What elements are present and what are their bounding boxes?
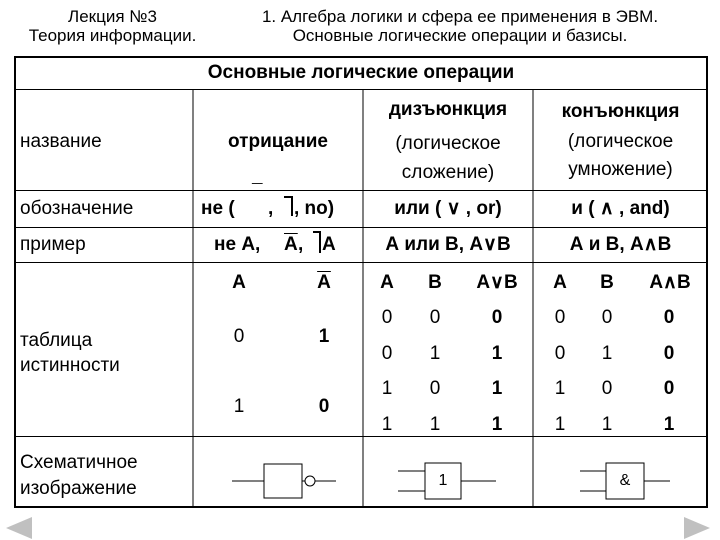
conjunction-r2-result: 0 xyxy=(663,343,675,364)
conjunction-header-result: А∧В xyxy=(649,272,691,293)
conjunction-r2-a: 0 xyxy=(554,343,566,364)
prev-slide-arrow-icon[interactable] xyxy=(6,517,32,539)
disjunction-r4-result: 1 xyxy=(491,414,503,435)
conjunction-r3-a: 1 xyxy=(554,378,566,399)
negation-col-a: А xyxy=(232,272,246,293)
disjunction-example: А или В, А∨В xyxy=(385,234,511,255)
conjunction-name-line3: умножение) xyxy=(568,159,673,180)
conjunction-r3-b: 0 xyxy=(601,378,613,399)
course-title: Теория информации. xyxy=(28,26,197,45)
negation-row2-not-a: 0 xyxy=(318,396,330,417)
negation-row1-not-a: 1 xyxy=(318,326,330,347)
conjunction-r2-b: 1 xyxy=(601,343,613,364)
negation-row1-a: 0 xyxy=(233,326,245,347)
conjunction-example: А и В, А∧В xyxy=(569,234,672,255)
disjunction-r3-result: 1 xyxy=(491,378,503,399)
disjunction-name-line3: сложение) xyxy=(401,162,495,183)
disjunction-r2-a: 0 xyxy=(381,343,393,364)
disjunction-name: дизъюнкция xyxy=(388,99,508,120)
conjunction-r4-a: 1 xyxy=(554,414,566,435)
negation-row2-a: 1 xyxy=(233,396,245,417)
conjunction-r1-b: 0 xyxy=(601,307,613,328)
negation-col-not-a: А xyxy=(317,272,331,293)
negation-notation-comma: , xyxy=(268,198,274,219)
negation-example-angle: А xyxy=(322,234,336,255)
disjunction-r2-b: 1 xyxy=(429,343,441,364)
disjunction-r2-result: 1 xyxy=(491,343,503,364)
negation-notation-rest: , no) xyxy=(294,198,335,219)
negation-example-prefix: не А, xyxy=(214,234,261,255)
table-title: Основные логические операции xyxy=(207,62,515,83)
conjunction-header-a: А xyxy=(553,272,567,293)
label-name: название xyxy=(20,131,102,152)
conjunction-name: конъюнкция xyxy=(561,101,680,122)
conjunction-notation: и ( ∧ , and) xyxy=(571,198,670,219)
negation-notation-angle-icon xyxy=(284,196,293,216)
disjunction-r1-result: 0 xyxy=(491,307,503,328)
negation-name: отрицание xyxy=(228,131,328,152)
not-gate-diagram xyxy=(232,464,336,498)
label-truth-table-2: истинности xyxy=(20,355,120,376)
disjunction-notation: или ( ∨ , or) xyxy=(394,198,502,219)
slide-subtitle: Основные логические операции и базисы. xyxy=(292,26,628,45)
conjunction-r1-a: 0 xyxy=(554,307,566,328)
disjunction-r1-b: 0 xyxy=(429,307,441,328)
conjunction-name-line2: (логическое xyxy=(567,131,674,152)
label-scheme-2: изображение xyxy=(20,478,137,499)
label-notation: обозначение xyxy=(20,198,134,219)
disjunction-r1-a: 0 xyxy=(381,307,393,328)
negation-notation-bar: ¯ xyxy=(252,182,263,203)
disjunction-name-line2: (логическое xyxy=(395,133,501,154)
label-example: пример xyxy=(20,234,86,255)
negation-notation-prefix: не ( xyxy=(201,198,235,219)
lecture-number: Лекция №3 xyxy=(68,7,157,26)
disjunction-r3-a: 1 xyxy=(381,378,393,399)
negation-example-comma: , xyxy=(298,234,304,255)
disjunction-r3-b: 0 xyxy=(429,378,441,399)
disjunction-header-b: В xyxy=(428,272,442,293)
conjunction-r4-b: 1 xyxy=(601,414,613,435)
and-gate-symbol: & xyxy=(619,472,631,489)
negation-example-angle-icon xyxy=(313,231,321,253)
disjunction-header-a: А xyxy=(380,272,394,293)
disjunction-r4-b: 1 xyxy=(429,414,441,435)
disjunction-header-result: А∨В xyxy=(476,272,518,293)
conjunction-r3-result: 0 xyxy=(663,378,675,399)
disjunction-r4-a: 1 xyxy=(381,414,393,435)
conjunction-r4-result: 1 xyxy=(663,414,675,435)
conjunction-r1-result: 0 xyxy=(663,307,675,328)
next-slide-arrow-icon[interactable] xyxy=(684,517,710,539)
label-scheme-1: Схематичное xyxy=(20,452,138,473)
or-gate-symbol: 1 xyxy=(438,472,448,489)
conjunction-header-b: В xyxy=(600,272,614,293)
label-truth-table-1: таблица xyxy=(20,330,93,351)
section-title: 1. Алгебра логики и сфера ее применения в ЭВМ. xyxy=(261,7,659,26)
negation-example-bar: А xyxy=(284,234,298,255)
